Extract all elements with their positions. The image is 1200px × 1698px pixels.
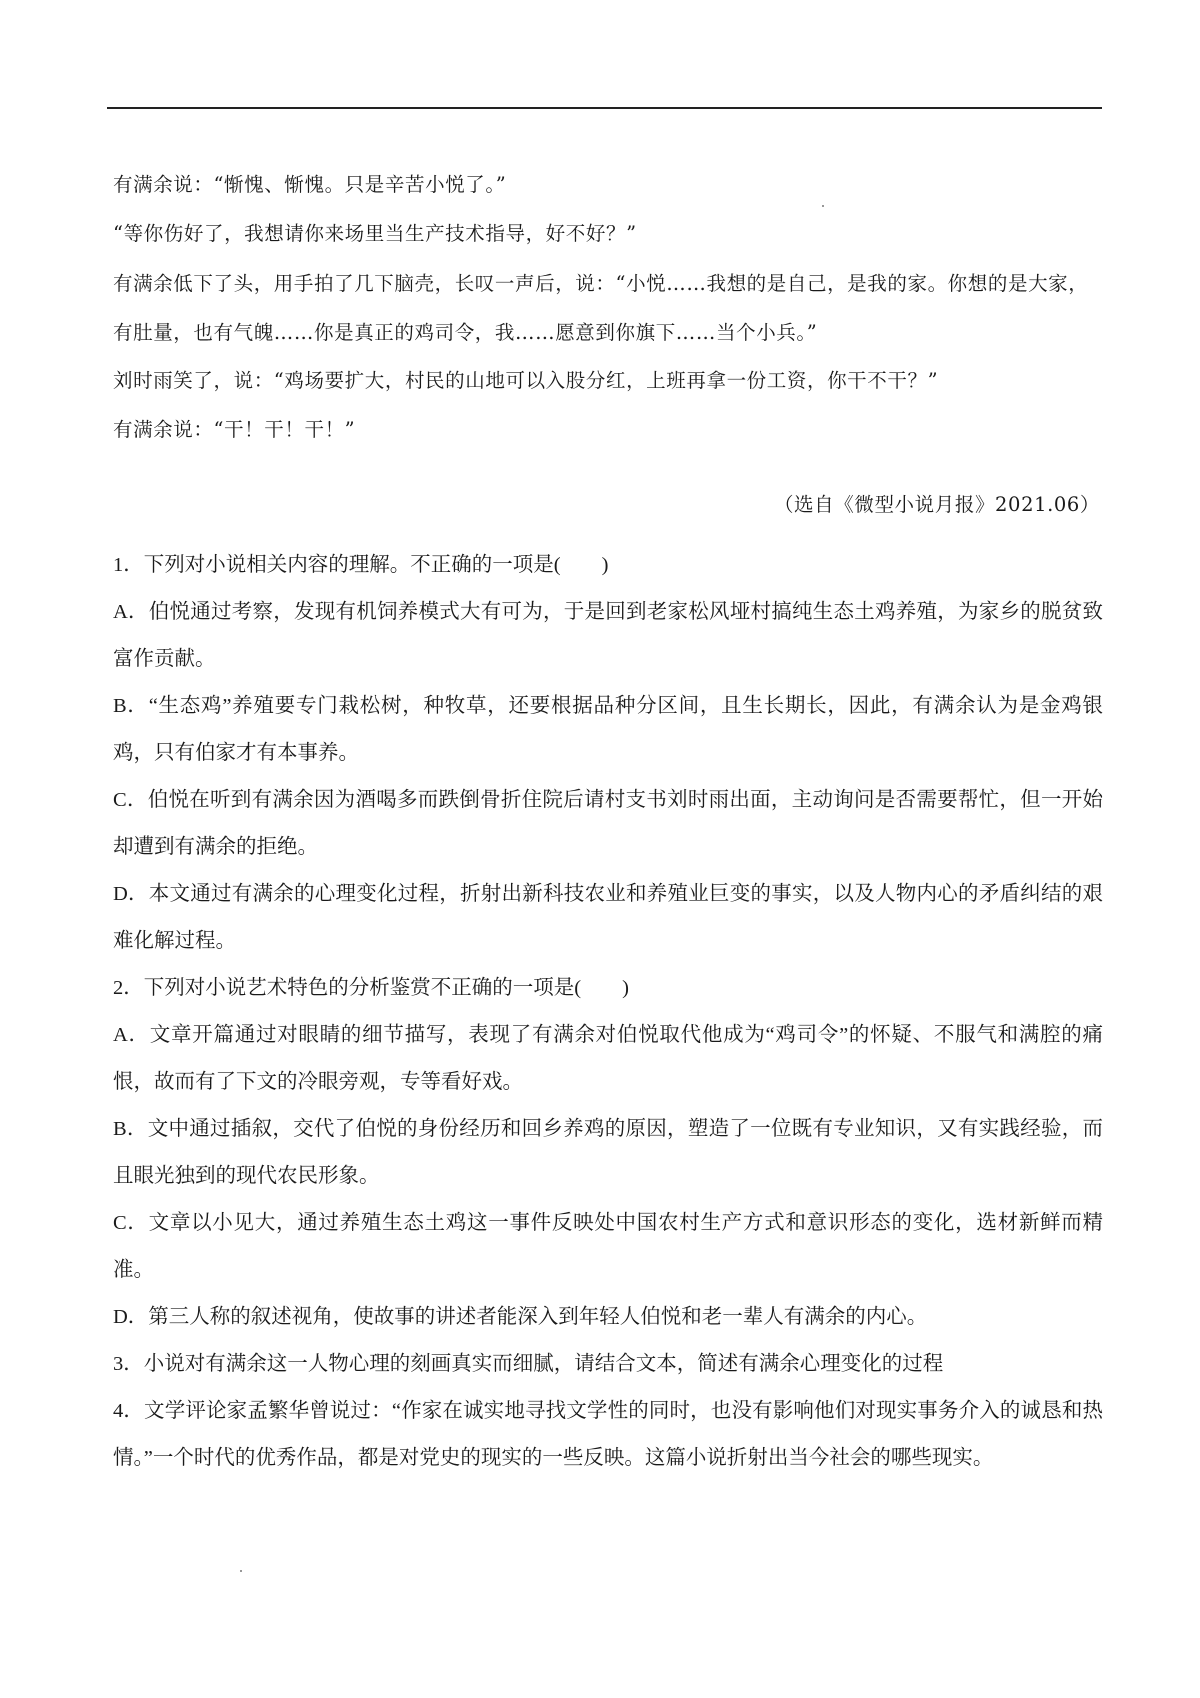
header-rule	[107, 107, 1102, 109]
source-citation: （选自《微型小说月报》2021.06）	[773, 493, 1100, 516]
question-option-b: B．“生态鸡”养殖要专门栽松树，种牧草，还要根据品种分区间，且生长期长，因此，有满余认为是金鸡银鸡，只有伯家才有本事养。	[113, 695, 1103, 764]
question-option-a: A．伯悦通过考察，发现有机饲养模式大有可为，于是回到老家松风垭村搞纯生态土鸡养殖，为家乡的脱贫致富作贡献。	[113, 601, 1103, 670]
story-excerpt	[113, 175, 1103, 469]
passage-paragraph: “等你伤好了，我想请你来场里当生产技术指导，好不好？”	[113, 222, 637, 245]
question-stem: 1．下列对小说相关内容的理解。不正确的一项是( )	[113, 554, 609, 576]
passage-paragraph: 有满余说：“惭愧、惭愧。只是辛苦小悦了。”	[113, 173, 507, 196]
question-stem: 4．文学评论家孟繁华曾说过：“作家在诚实地寻找文学性的同时，也没有影响他们对现实事务介入的诚恳和热情。”一个时代的优秀作品，都是对党史的现实的一些反映。这篇小说折射出当今社会的哪些现实。	[113, 1400, 1103, 1469]
question-option-c: C．文章以小见大，通过养殖生态土鸡这一事件反映处中国农村生产方式和意识形态的变化，选材新鲜而精准。	[113, 1212, 1103, 1281]
question-option-d: D．本文通过有满余的心理变化过程，折射出新科技农业和养殖业巨变的事实，以及人物内心的矛盾纠结的艰难化解过程。	[113, 883, 1103, 952]
question-option-c: C．伯悦在听到有满余因为酒喝多而跌倒骨折住院后请村支书刘时雨出面，主动询问是否需要帮忙，但一开始却遭到有满余的拒绝。	[113, 789, 1103, 858]
passage-paragraph: 有满余说：“干！干！干！”	[113, 418, 356, 441]
question-2	[113, 965, 1103, 1341]
question-stem: 3．小说对有满余这一人物心理的刻画真实而细腻，请结合文本，简述有满余心理变化的过程	[113, 1353, 944, 1375]
question-1	[113, 542, 1103, 965]
scan-speck	[240, 1570, 242, 1572]
question-list	[113, 542, 1103, 1482]
scan-speck	[822, 205, 824, 207]
question-stem: 2．下列对小说艺术特色的分析鉴赏不正确的一项是( )	[113, 977, 629, 999]
passage-paragraph: 刘时雨笑了，说：“鸡场要扩大，村民的山地可以入股分红，上班再拿一份工资，你干不干？”	[113, 369, 939, 392]
question-3	[113, 1341, 1103, 1388]
question-option-b: B．文中通过插叙，交代了伯悦的身份经历和回乡养鸡的原因，塑造了一位既有专业知识，又有实践经验，而且眼光独到的现代农民形象。	[113, 1118, 1103, 1187]
passage-paragraph: 有满余低下了头，用手拍了几下脑壳，长叹一声后，说：“小悦……我想的是自己，是我的家。你想的是大家，有肚量，也有气魄……你是真正的鸡司令，我……愿意到你旗下……当个小兵。”	[113, 272, 1089, 344]
question-option-a: A．文章开篇通过对眼睛的细节描写，表现了有满余对伯悦取代他成为“鸡司令”的怀疑、不服气和满腔的痛恨，故而有了下文的冷眼旁观，专等看好戏。	[113, 1024, 1103, 1093]
question-4	[113, 1388, 1103, 1482]
question-option-d: D．第三人称的叙述视角，使故事的讲述者能深入到年轻人伯悦和老一辈人有满余的内心。	[113, 1306, 928, 1328]
